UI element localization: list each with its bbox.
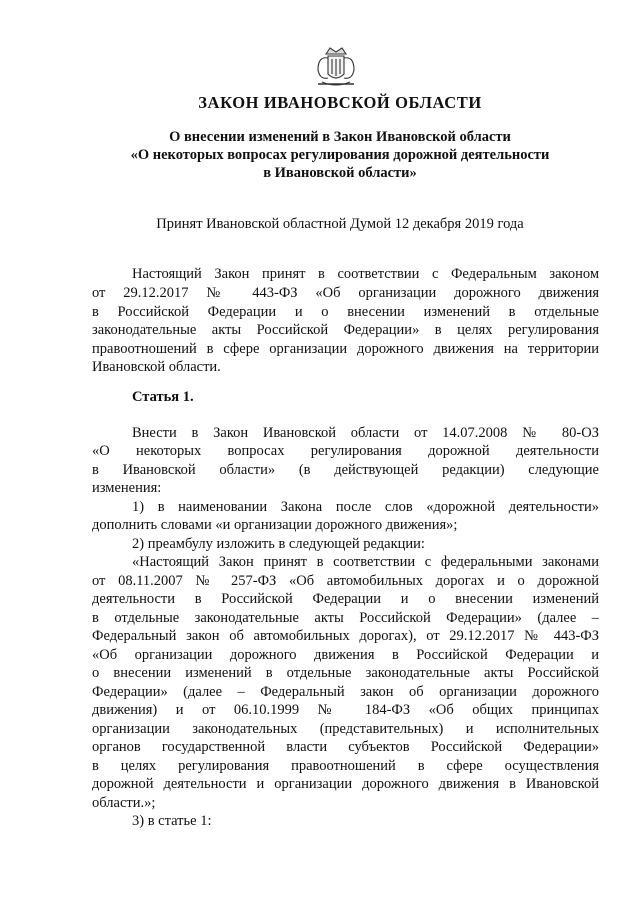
text-line: правоотношений в сфере организации дорожного движения на территории <box>92 341 599 357</box>
text-line: в Российской Федерации и о внесении изменений в отдельные <box>92 304 599 320</box>
law-title: ЗАКОН ИВАНОВСКОЙ ОБЛАСТИ <box>198 93 482 112</box>
coat-of-arms-icon <box>312 44 360 90</box>
law-subtitle <box>60 128 620 182</box>
text-line: от 29.12.2017 № 443-ФЗ «Об организации дорожного движения <box>92 285 599 301</box>
text-line: движения) и от 06.10.1999 № 184-ФЗ «Об общих принципах <box>92 702 599 718</box>
text-line: в целях регулирования правоотношений в сфере осуществления <box>92 758 599 774</box>
text-line: организации законодательных (представительных) и исполнительных <box>92 721 599 737</box>
text-line: дорожной деятельности и организации дорожного движения в Ивановской <box>92 776 599 792</box>
text-line: Ивановской области. <box>92 359 221 375</box>
text-line: Федерации» (далее – Федеральный закон об организации дорожного <box>92 684 599 700</box>
adoption-note: Принят Ивановской областной Думой 12 декабря 2019 года <box>156 216 524 232</box>
text-line: от 08.11.2007 № 257-ФЗ «Об автомобильных дорогах и о дорожной <box>92 573 599 589</box>
text-line: деятельности в Российской Федерации и о внесении изменений <box>92 591 599 607</box>
text-line: «О некоторых вопросах регулирования дорожной деятельности <box>92 443 599 459</box>
text-line: изменения: <box>92 480 162 496</box>
text-line: в Ивановской области» (в действующей редакции) следующие <box>92 462 599 478</box>
subtitle-line: «О некоторых вопросах регулирования дорожной деятельности <box>130 147 550 163</box>
text-line: 1) в наименовании Закона после слов «дорожной деятельности» <box>132 499 599 515</box>
text-line: законодательные акты Российской Федерации» в целях регулирования <box>92 322 599 338</box>
text-line: дополнить словами «и организации дорожного движения»; <box>92 517 458 533</box>
text-line: в отдельные законодательные акты Российской Федерации» (далее – <box>92 610 599 626</box>
text-line: «Настоящий Закон принят в соответствии с федеральными законами <box>132 554 599 570</box>
subtitle-line: в Ивановской области» <box>263 165 417 181</box>
text-line: Внести в Закон Ивановской области от 14.07.2008 № 80-ОЗ <box>132 425 599 441</box>
subtitle-line: О внесении изменений в Закон Ивановской области <box>169 129 511 145</box>
text-line: о внесении изменений в отдельные законодательные акты Российской <box>92 665 599 681</box>
text-line: Настоящий Закон принят в соответствии с Федеральным законом <box>132 266 599 282</box>
text-line: органов государственной власти субъектов Российской Федерации» <box>92 739 599 755</box>
text-line: Федеральный закон об автомобильных дорогах), от 29.12.2017 № 443-ФЗ <box>92 628 599 644</box>
text-line: «Об организации дорожного движения в Российской Федерации и <box>92 647 599 663</box>
text-line: 3) в статье 1: <box>132 813 212 829</box>
article-heading: Статья 1. <box>132 389 194 405</box>
text-line: области.»; <box>92 795 156 811</box>
text-line: 2) преамбулу изложить в следующей редакции: <box>132 536 425 552</box>
